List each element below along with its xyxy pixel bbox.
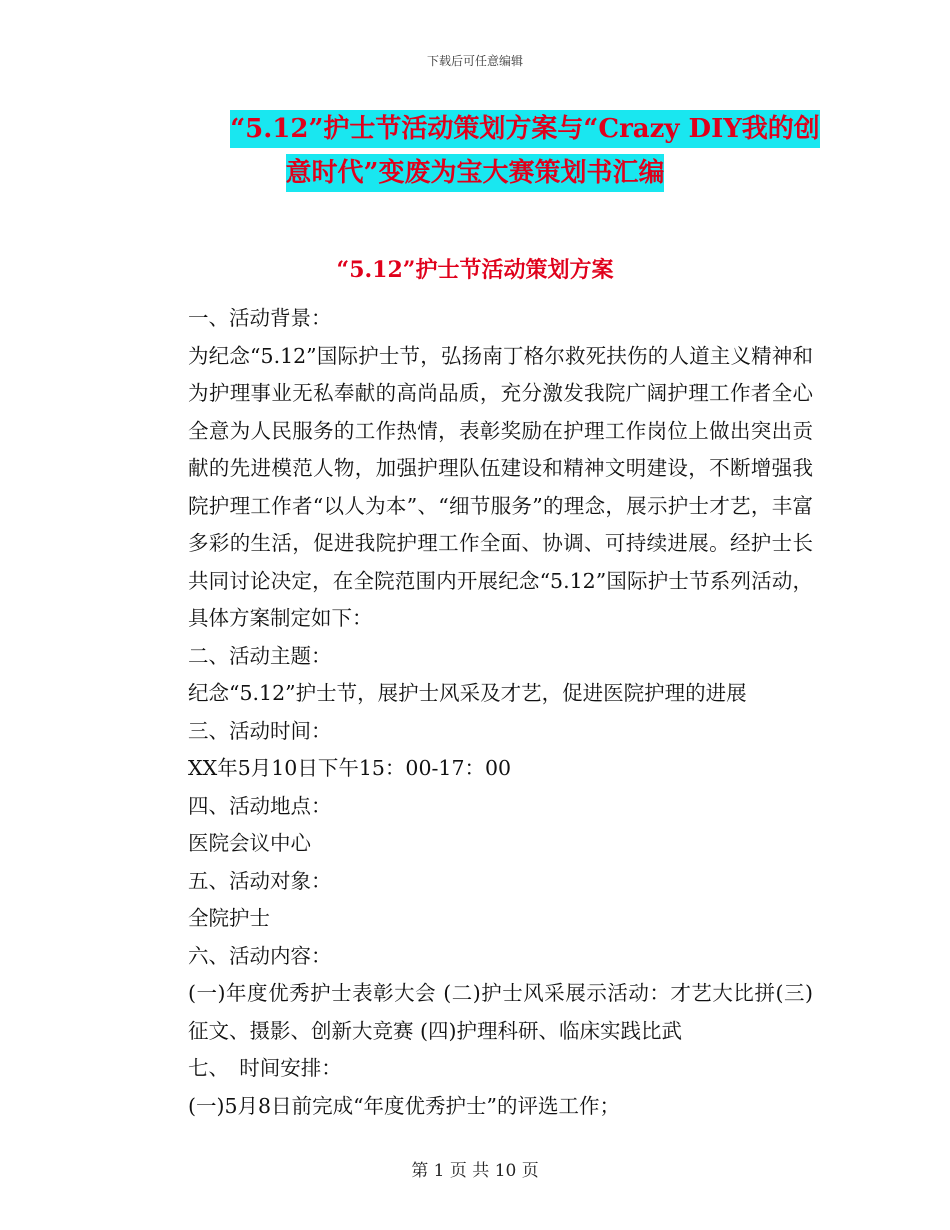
paragraph-location: 医院会议中心 <box>188 831 311 855</box>
paragraph-time: XX年5月10日下午15：00-17：00 <box>188 756 512 780</box>
paragraph-schedule: (一)5月8日前完成“年度优秀护士”的评选工作； <box>188 1093 621 1118</box>
document-title-line-1: “5.12”护士节活动策划方案与“Crazy DIY我的创 <box>50 116 950 142</box>
heading-theme: 二、活动主题： <box>188 643 332 668</box>
heading-audience: 五、活动对象： <box>188 868 332 893</box>
section-title: “5.12”护士节活动策划方案 <box>336 257 614 283</box>
heading-time: 三、活动时间： <box>188 718 332 743</box>
page-header: 下载后可任意编辑 <box>426 54 523 68</box>
heading-background: 一、活动背景： <box>188 306 332 330</box>
heading-schedule: 七、 时间安排： <box>188 1056 342 1080</box>
paragraph-content: (一)年度优秀护士表彰大会 (二)护士风采展示活动：才艺大比拼(三)征文、摄影、创新大竞赛 (四)护理科研、临床实践比武 <box>188 981 813 1043</box>
paragraph-background: 为纪念“5.12”国际护士节，弘扬南丁格尔救死扶伤的人道主义精神和为护理事业无私奉献的高尚品质，充分激发我院广阔护理工作者全心全意为人民服务的工作热情，表彰奖励在护理工作岗位上做出突出贡献的先进模范人物，加强护理队伍建设和精神文明建设，不断增强我院护理工作者“以人为本”、“细节服务”的理念，展示护士才艺，丰富多彩的生活，促进我院护理工作全面、协调、可持续进展。经护士长共同讨论决定，在全院范围内开展纪念“5.12”国际护士节系列活动，具体方案制定如下： <box>188 343 813 630</box>
page-footer: 第 1 页 共 10 页 <box>411 1161 539 1181</box>
document-title-line-2: 意时代”变废为宝大赛策划书汇编 <box>0 160 950 186</box>
paragraph-audience: 全院护士 <box>188 906 270 930</box>
heading-location: 四、活动地点： <box>188 793 332 818</box>
heading-content: 六、活动内容： <box>188 943 332 968</box>
paragraph-theme: 纪念“5.12”护士节，展护士风采及才艺，促进医院护理的进展 <box>188 681 747 705</box>
document-body <box>143 300 813 1125</box>
